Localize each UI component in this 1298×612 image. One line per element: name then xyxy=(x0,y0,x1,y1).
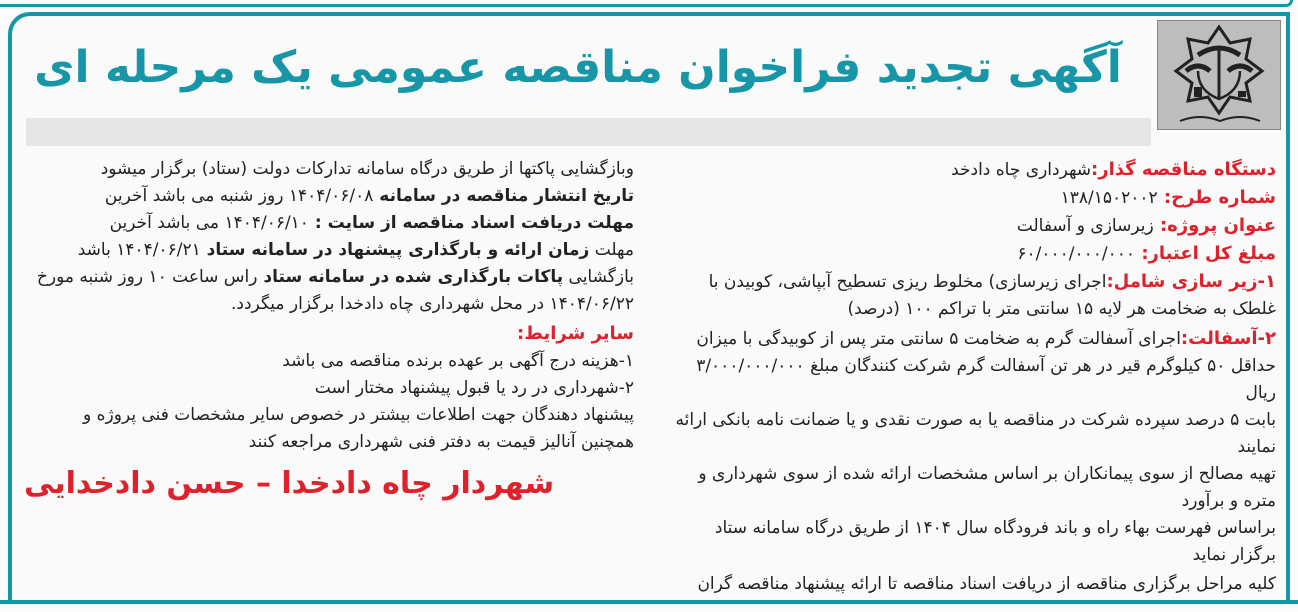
text-line xyxy=(666,156,1276,184)
text-line xyxy=(24,402,634,429)
text-line xyxy=(24,429,634,456)
text-segment: براساس فهرست بهاء راه و باند فرودگاه سال ۱۴۰۴ از طریق درگاه سامانه ستاد برگزار نماید xyxy=(714,518,1276,565)
text-line xyxy=(666,407,1276,461)
text-segment: ۱-هزینه درج آگهی بر عهده برنده مناقصه می باشد xyxy=(282,351,634,371)
top-border xyxy=(0,0,1293,7)
text-line xyxy=(666,571,1276,598)
text-line xyxy=(24,291,634,318)
text-segment: ۱۴۰۴/۰۶/۰۸ روز شنبه می باشد آخرین xyxy=(104,186,374,206)
text-segment: ۱۳۸/۱۵۰۲۰۰۲ xyxy=(1060,188,1158,208)
text-segment: ۱۴۰۴/۰۶/۲۱ باشد xyxy=(77,240,201,260)
text-line xyxy=(24,320,634,348)
bottom-border xyxy=(0,600,1298,604)
text-segment: وبازگشایی پاکتها از طریق درگاه سامانه تدارکات دولت (ستاد) برگزار میشود xyxy=(100,159,634,179)
text-segment: حداقل ۵۰ کیلوگرم قیر در هر تن آسفالت گرم شرکت کنندگان مبلغ ۳/۰۰۰/۰۰۰/۰۰۰ ریال xyxy=(696,356,1276,403)
text-segment: غلطک به ضخامت هر لایه ۱۵ سانتی متر با تراکم ۱۰۰ (درصد) xyxy=(847,299,1276,319)
municipality-logo xyxy=(1157,20,1281,130)
text-segment: کلیه مراحل برگزاری مناقصه از دریافت اسناد مناقصه تا ارائه پیشنهاد مناقصه گران xyxy=(697,574,1276,594)
left-column xyxy=(24,156,634,504)
field-label: مبلغ کل اعتبار: xyxy=(1135,243,1276,264)
text-line xyxy=(666,325,1276,353)
field-label: عنوان پروژه: xyxy=(1153,215,1276,236)
field-label: سایر شرایط: xyxy=(517,323,634,344)
text-line xyxy=(666,240,1276,268)
text-line xyxy=(666,353,1276,407)
text-segment: ۱۴۰۴/۰۶/۲۲ در محل شهرداری چاه دادخدا برگزار میگردد. xyxy=(230,294,634,314)
text-segment: پاکات بارگذاری شده در سامانه ستاد xyxy=(257,267,564,287)
text-line xyxy=(24,375,634,402)
text-line xyxy=(24,348,634,375)
text-segment: بابت ۵ درصد سپرده شرکت در مناقصه یا به صورت نقدی و یا ضمانت نامه بانکی ارائه نمایند xyxy=(675,410,1276,457)
text-segment: ۲-شهرداری در رد یا قبول پیشنهاد مختار است xyxy=(314,378,634,398)
text-line xyxy=(24,210,634,237)
text-segment: ۶۰/۰۰۰/۰۰۰/۰۰۰ xyxy=(1017,244,1136,264)
text-segment: اجرای آسفالت گرم به ضخامت ۵ سانتی متر پس از کوبیدگی با میزان xyxy=(696,329,1181,349)
text-line xyxy=(666,296,1276,323)
text-line xyxy=(24,264,634,291)
text-line xyxy=(666,515,1276,569)
text-segment: ۱۴۰۴/۰۶/۱۰ می باشد آخرین xyxy=(109,213,309,233)
title-underline-band xyxy=(26,118,1151,146)
field-label: ۱-زیر سازی شامل: xyxy=(1106,271,1276,292)
text-line xyxy=(666,184,1276,212)
text-segment: تهیه مصالح از سوی پیمانکاران بر اساس مشخصات ارائه شده از سوی شهرداری و متره و برآورد xyxy=(698,464,1276,511)
ad-title: آگهی تجدید فراخوان مناقصه عمومی یک مرحله ای xyxy=(34,42,1122,93)
text-segment: بازگشایی xyxy=(563,267,634,287)
text-line xyxy=(24,183,634,210)
text-segment: تاریخ انتشار مناقصه در سامانه xyxy=(373,186,634,206)
text-segment: شهرداری چاه دادخد xyxy=(951,160,1092,180)
text-line xyxy=(666,268,1276,296)
text-segment: زمان ارائه و بارگذاری پیشنهاد در سامانه ستاد xyxy=(200,240,590,260)
field-label: شماره طرح: xyxy=(1157,187,1276,208)
text-segment: راس ساعت ۱۰ روز شنبه مورخ xyxy=(36,267,258,287)
field-label: دستگاه مناقصه گذار: xyxy=(1091,159,1276,180)
text-line xyxy=(24,156,634,183)
text-segment: پیشنهاد دهندگان جهت اطلاعات بیشتر در خصوص سایر مشخصات فنی پروژه و xyxy=(83,405,634,425)
right-column xyxy=(666,156,1276,598)
text-segment: مهلت دریافت اسناد مناقصه از سایت : xyxy=(308,213,634,233)
text-line xyxy=(666,461,1276,515)
text-line xyxy=(24,237,634,264)
text-segment: اجرای زیرسازی) مخلوط ریزی تسطیح آبپاشی، کوبیدن با xyxy=(708,272,1107,292)
text-segment: مهلت xyxy=(589,240,634,260)
text-segment: زیرسازی و آسفالت xyxy=(1016,216,1154,236)
field-label: ۲-آسفالت: xyxy=(1180,328,1276,349)
text-line xyxy=(666,212,1276,240)
text-segment: همچنین آنالیز قیمت به دفتر فنی شهرداری مراجعه کنند xyxy=(248,432,634,452)
signature: شهردار چاه دادخدا – حسن دادخدایی xyxy=(24,466,555,501)
